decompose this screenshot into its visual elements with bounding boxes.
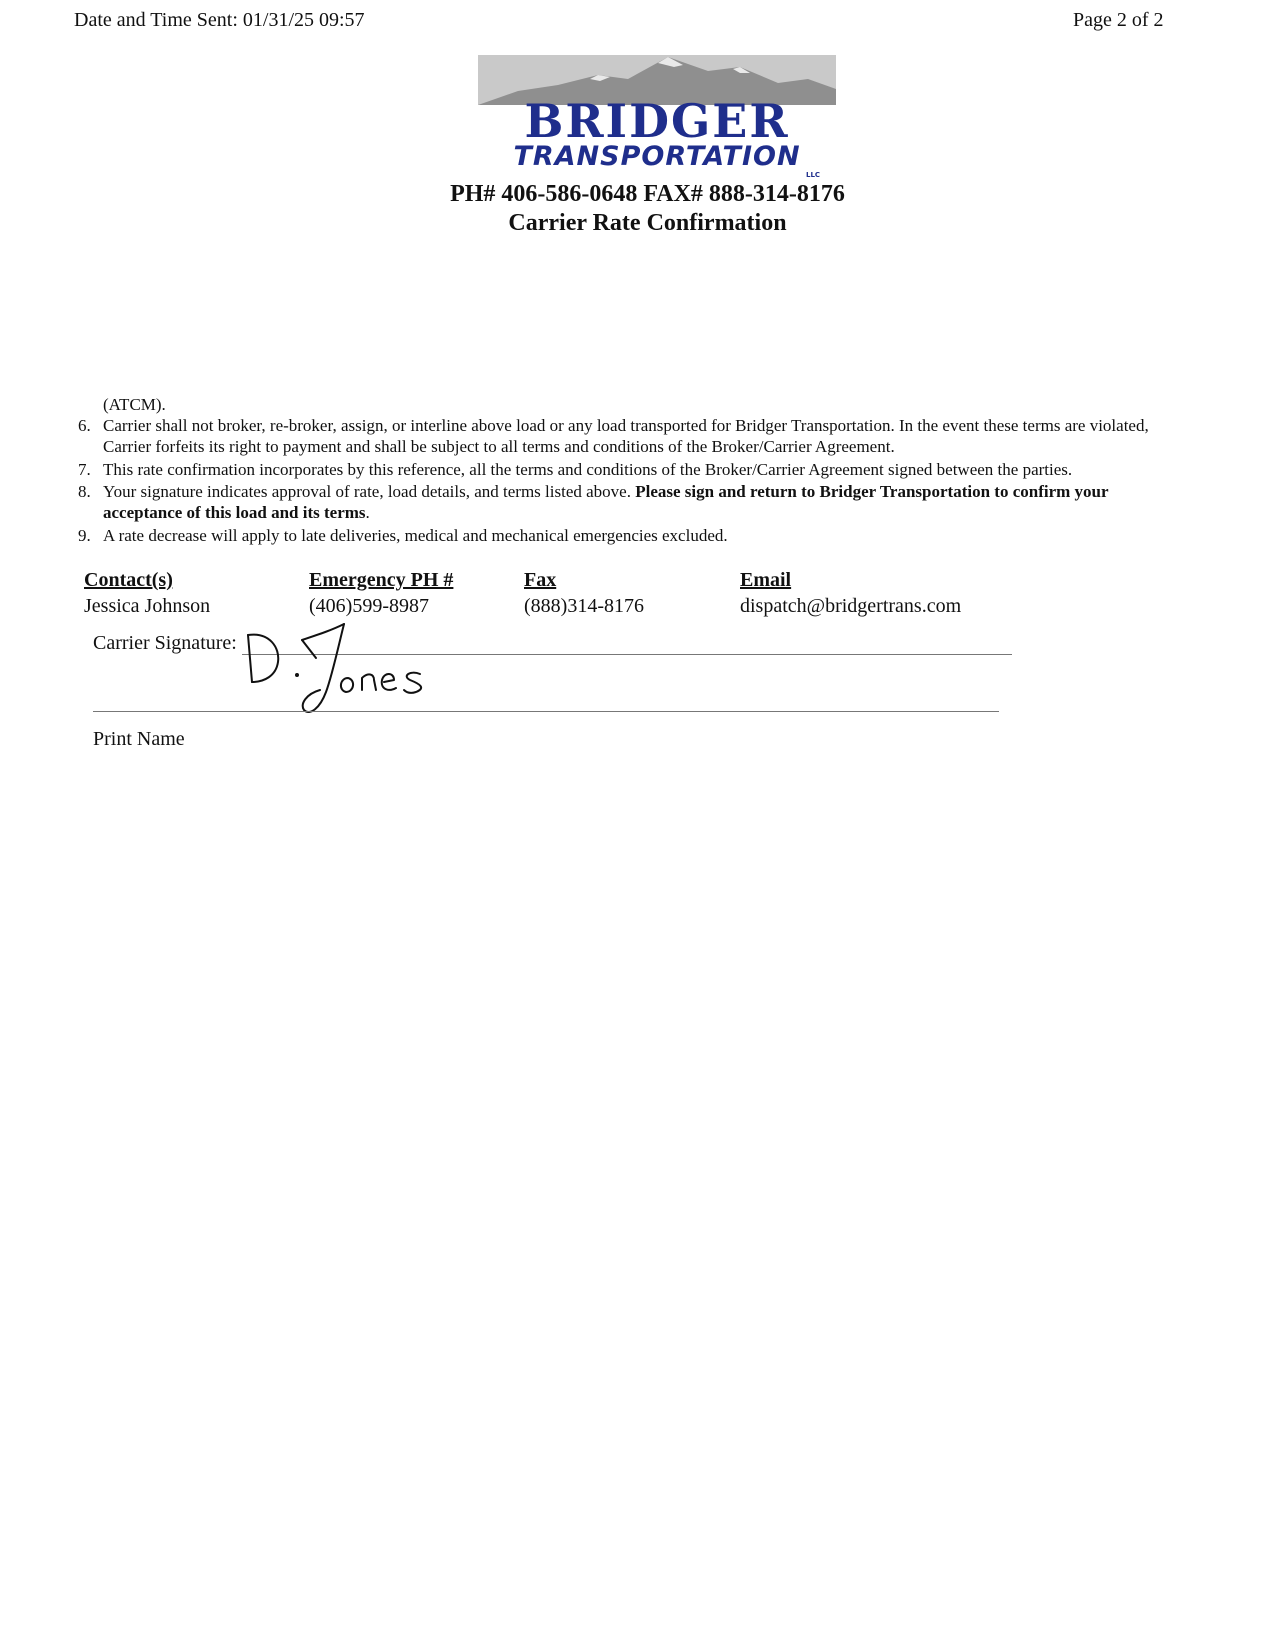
term-number: 8. <box>78 482 91 501</box>
email-header: Email <box>740 569 792 591</box>
carrier-signature-label: Carrier Signature: <box>93 632 237 654</box>
fax-header: Fax <box>524 569 557 591</box>
company-phone-fax: PH# 406-586-0648 FAX# 888-314-8176 <box>450 181 845 207</box>
email-address: dispatch@bridgertrans.com <box>740 595 962 617</box>
fax-number: (888)314-8176 <box>524 595 644 617</box>
emergency-phone: (406)599-8987 <box>309 595 429 617</box>
print-name-label: Print Name <box>93 728 185 750</box>
term-text-bold: Please sign and return to Bridger Transportation to confirm your acceptance of this load and its terms <box>103 482 1109 522</box>
term-text: A rate decrease will apply to late deliveries, medical and mechanical emergencies excluded. <box>103 526 728 545</box>
date-time-sent: Date and Time Sent: 01/31/25 09:57 <box>74 9 365 31</box>
logo-subtitle: TRANSPORTATION <box>513 141 801 172</box>
term-text: This rate confirmation incorporates by this reference, all the terms and conditions of the Broker/Carrier Agreement signed between the parties. <box>103 460 1073 479</box>
term-number: 7. <box>78 460 91 479</box>
emergency-phone-header: Emergency PH # <box>309 569 454 591</box>
term-text <box>103 481 1183 523</box>
page-number: Page 2 of 2 <box>1073 9 1164 31</box>
company-logo <box>478 55 836 179</box>
document-title: Carrier Rate Confirmation <box>508 210 787 236</box>
print-name-line <box>93 711 999 712</box>
term-text-plain: Your signature indicates approval of rate, load details, and terms listed above. <box>103 482 636 501</box>
contact-name: Jessica Johnson <box>84 595 211 617</box>
logo-suffix: LLC <box>806 171 821 179</box>
contacts-header: Contact(s) <box>84 569 173 591</box>
term-continuation: (ATCM). <box>103 395 166 414</box>
logo-name: BRIDGER <box>524 94 790 148</box>
term-text: Carrier shall not broker, re-broker, assign, or interline above load or any load transported for Bridger Transportation. In the event these terms are violated, Carrier forfeits its right to payment and shall be subject to all terms and conditions of the Broker/Carrier Agreement. <box>103 416 1149 456</box>
term-number: 9. <box>78 526 91 545</box>
term-number: 6. <box>78 416 91 435</box>
term-text-end: . <box>365 503 370 522</box>
handwritten-signature <box>240 618 450 723</box>
